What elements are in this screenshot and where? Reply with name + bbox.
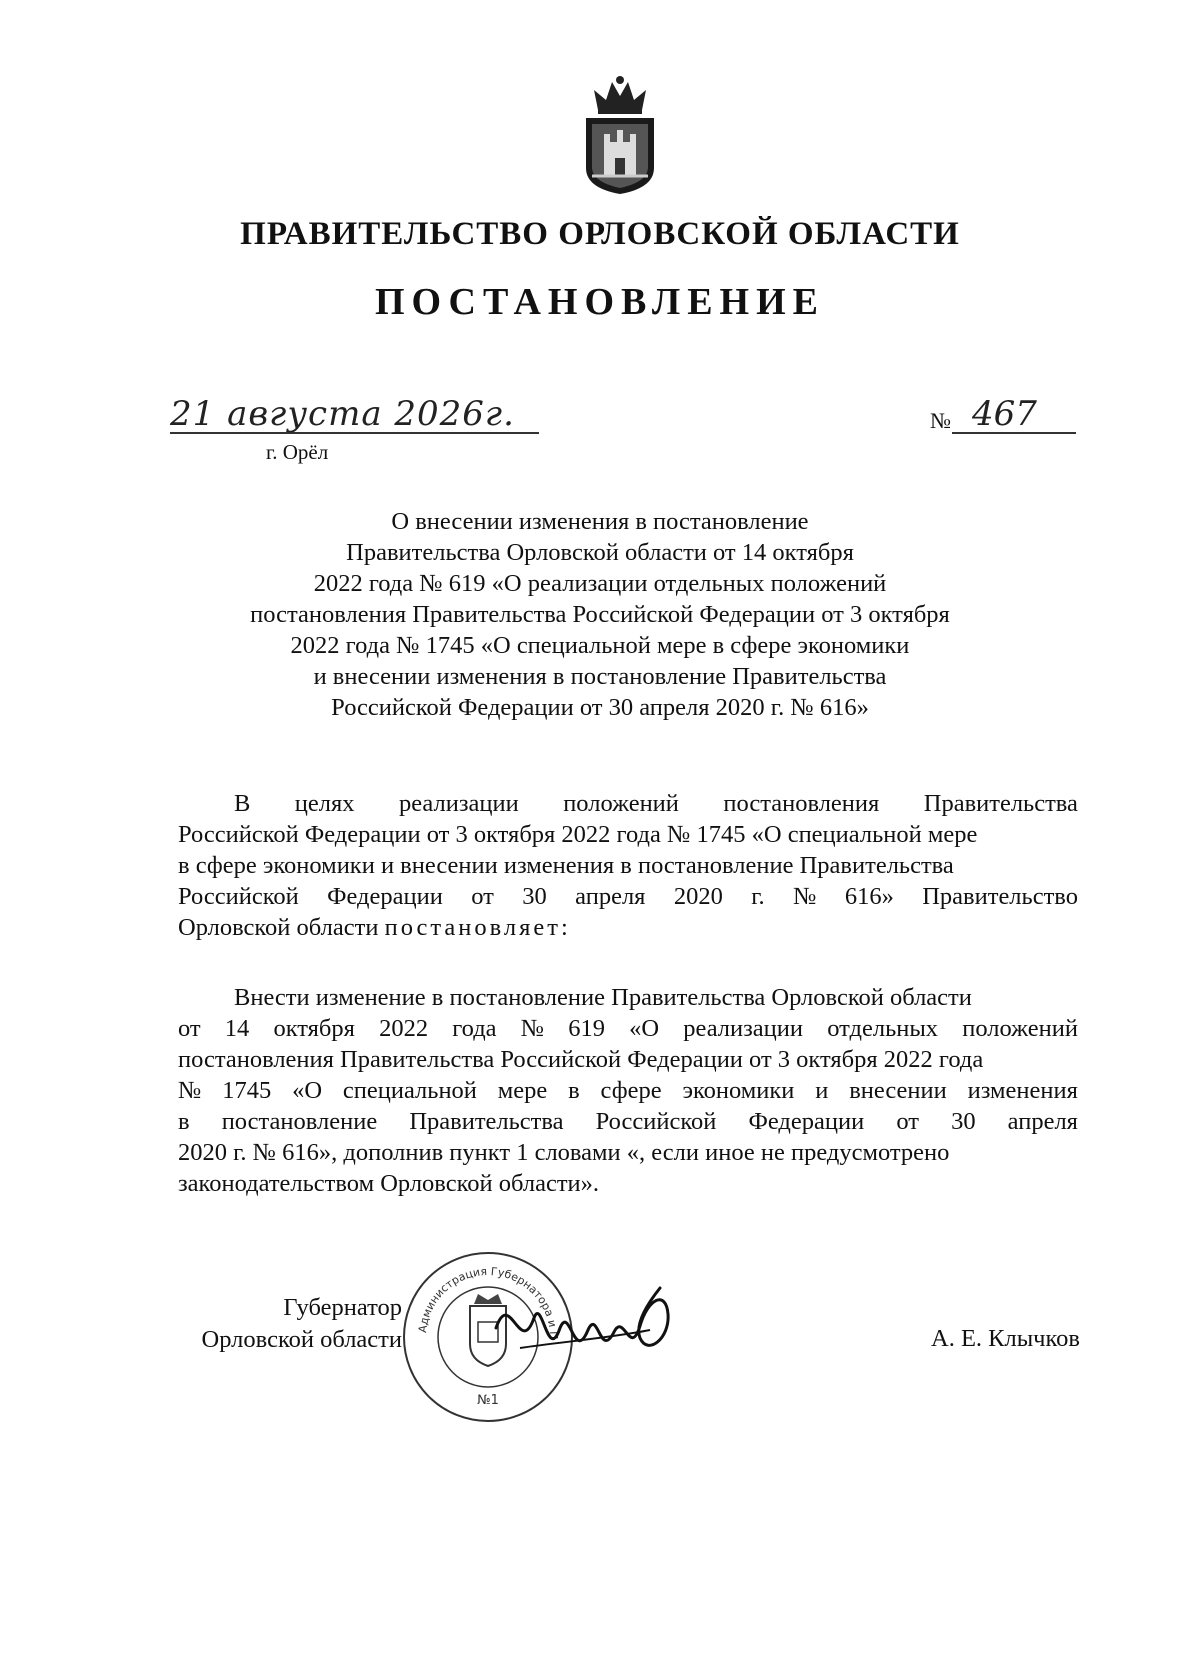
- word: Российской: [178, 883, 299, 910]
- word: специальной: [342, 1077, 477, 1104]
- subject-line: 2022 года № 619 «О реализации отдельных положений: [313, 570, 887, 597]
- word: г.: [751, 883, 765, 910]
- position-line: Губернатор: [283, 1294, 402, 1321]
- word: №: [178, 1077, 202, 1104]
- word: 14: [224, 1015, 250, 1042]
- signatory-position: [182, 1292, 402, 1356]
- document-type-title: ПОСТАНОВЛЕНИЕ: [374, 281, 826, 323]
- word: Федерации: [327, 883, 443, 910]
- paragraph-line: [178, 1075, 1078, 1106]
- word: октября: [273, 1015, 355, 1042]
- paragraph-line: [178, 788, 1078, 819]
- paragraph-line: законодательством Орловской области».: [178, 1170, 600, 1197]
- operative-paragraph: [178, 982, 1078, 1199]
- word: положений: [563, 790, 679, 817]
- word: «О: [629, 1015, 660, 1042]
- word: апреля: [1007, 1108, 1078, 1135]
- handwritten-number: 467: [952, 396, 1076, 434]
- subject-line: Российской Федерации от 30 апреля 2020 г. № 616»: [331, 694, 869, 721]
- word: 30: [522, 883, 547, 910]
- word: 616»: [844, 883, 894, 910]
- word: Федерации: [748, 1108, 865, 1135]
- organization-name: ПРАВИТЕЛЬСТВО ОРЛОВСКОЙ ОБЛАСТИ: [240, 216, 960, 252]
- word: года: [452, 1015, 497, 1042]
- line-text: Орловской области: [178, 914, 385, 941]
- paragraph-line: 2020 г. № 616», дополнив пункт 1 словами «, если иное не предусмотрено: [178, 1139, 950, 1166]
- word: №: [520, 1015, 545, 1042]
- word: постановления: [723, 790, 880, 817]
- subject-line: Правительства Орловской области от 14 октября: [346, 539, 854, 566]
- word: Правительства: [923, 790, 1078, 817]
- word: реализации: [398, 790, 519, 817]
- subject-line: и внесении изменения в постановление Правительства: [313, 663, 887, 690]
- seal-number: №1: [477, 1393, 499, 1408]
- number-label: №: [930, 408, 951, 433]
- word: апреля: [575, 883, 646, 910]
- word: Правительство: [922, 883, 1078, 910]
- position-line: Орловской области: [201, 1326, 402, 1353]
- word: 1745: [222, 1077, 272, 1104]
- paragraph-line: постановления Правительства Российской Федерации от 3 октября 2022 года: [178, 1046, 984, 1073]
- word: Правительства: [409, 1108, 564, 1135]
- city-label: г. Орёл: [266, 440, 329, 464]
- word: 2022: [379, 1015, 429, 1042]
- word: экономики: [682, 1077, 795, 1104]
- document-subject: [120, 506, 1080, 723]
- word: и: [815, 1077, 829, 1104]
- paragraph-line: [178, 1013, 1078, 1044]
- paragraph-line: [178, 1106, 1078, 1137]
- word: изменения: [967, 1077, 1078, 1104]
- word: от: [178, 1015, 201, 1042]
- signatory-name: А. Е. Клычков: [931, 1325, 1080, 1352]
- paragraph-line: Внести изменение в постановление Правительства Орловской области: [234, 984, 972, 1011]
- word: от: [471, 883, 494, 910]
- word: 30: [951, 1108, 976, 1135]
- word: внесении: [849, 1077, 947, 1104]
- handwritten-date: 21 августа 2026г.: [170, 396, 539, 434]
- word: В: [234, 790, 251, 817]
- paragraph-line: [178, 881, 1078, 912]
- word: реализации: [683, 1015, 804, 1042]
- word: отдельных: [827, 1015, 939, 1042]
- operative-word: постановляет:: [384, 914, 571, 941]
- word: мере: [497, 1077, 548, 1104]
- preamble-paragraph: [178, 788, 1078, 943]
- paragraph-line: Российской Федерации от 3 октября 2022 года № 1745 «О специальной мере: [178, 821, 978, 848]
- word: сфере: [600, 1077, 662, 1104]
- word: Российской: [595, 1108, 717, 1135]
- handwritten-signature-icon: [490, 1268, 680, 1378]
- seal-ring-textpath: Администрация Губернатора и П: [416, 1264, 561, 1340]
- subject-line: постановления Правительства Российской Федерации от 3 октября: [250, 601, 950, 628]
- word: №: [793, 883, 817, 910]
- word: постановление: [221, 1108, 378, 1135]
- subject-line: О внесении изменения в постановление: [391, 508, 809, 535]
- word: «О: [292, 1077, 323, 1104]
- word: положений: [962, 1015, 1078, 1042]
- word: в: [178, 1108, 190, 1135]
- paragraph-line: в сфере экономики и внесении изменения в постановление Правительства: [178, 852, 954, 879]
- paragraph-line: [178, 912, 1078, 943]
- coat-of-arms-icon: [580, 72, 660, 196]
- word: 619: [568, 1015, 606, 1042]
- subject-line: 2022 года № 1745 «О специальной мере в сфере экономики: [290, 632, 910, 659]
- word: 2020: [673, 883, 723, 910]
- word: в: [568, 1077, 580, 1104]
- word: от: [896, 1108, 919, 1135]
- word: целях: [294, 790, 355, 817]
